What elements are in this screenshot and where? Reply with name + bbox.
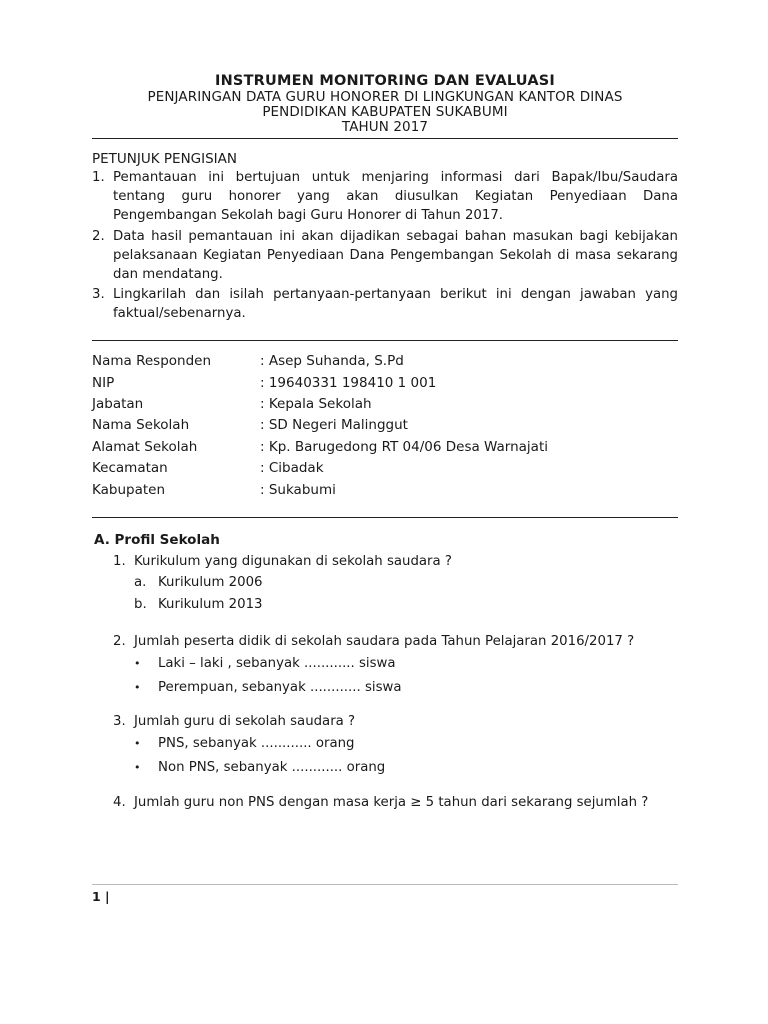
respondent-value: : SD Negeri Malinggut xyxy=(260,417,408,434)
header-divider xyxy=(92,138,678,139)
respondent-label: Nama Responden xyxy=(92,353,212,370)
respondent-row xyxy=(92,393,548,414)
bullet-icon: • xyxy=(134,681,141,695)
instruction-text: Data hasil pemantauan ini akan dijadikan sebagai bahan masukan bagi kebijakan pelaksanaan Kegiatan Penyediaan Dana Pengembangan Sekolah di masa sekarang dan mendatang. xyxy=(113,228,678,283)
respondent-label: Alamat Sekolah xyxy=(92,438,198,455)
respondent-label: NIP xyxy=(92,374,115,391)
question-4 xyxy=(92,793,678,812)
document-subtitle-line1: PENJARINGAN DATA GURU HONORER DI LINGKUNGAN KANTOR DINAS xyxy=(147,89,623,105)
page-number: 1 | xyxy=(92,889,110,904)
question-marker: 1. xyxy=(113,554,126,570)
instruction-text: Lingkarilah dan isilah pertanyaan-pertanyaan berikut ini dengan jawaban yang faktual/sebenarnya. xyxy=(113,287,678,322)
question-3 xyxy=(92,712,678,731)
respondent-label: Jabatan xyxy=(92,396,144,413)
question-3-bullet[interactable] xyxy=(92,732,678,756)
respondent-row xyxy=(92,372,548,393)
footer-divider xyxy=(92,884,678,885)
instruction-marker: 1. xyxy=(92,170,105,185)
respondent-label: Kabupaten xyxy=(92,481,166,498)
respondent-row xyxy=(92,436,548,457)
option-marker: a. xyxy=(134,574,147,590)
bullet-text: Perempuan, sebanyak ............ siswa xyxy=(158,680,402,696)
question-2-bullet[interactable] xyxy=(92,676,678,700)
instructions-divider xyxy=(92,340,678,341)
question-1-option-a[interactable] xyxy=(92,572,678,594)
question-marker: 3. xyxy=(113,714,126,730)
respondent-label: Nama Sekolah xyxy=(92,417,190,434)
respondent-row xyxy=(92,415,548,436)
respondent-value: : Sukabumi xyxy=(260,481,336,498)
respondent-divider xyxy=(92,517,678,518)
question-text: Jumlah peserta didik di sekolah saudara pada Tahun Pelajaran 2016/2017 ? xyxy=(134,633,635,649)
respondent-value: : 19640331 198410 1 001 xyxy=(260,374,437,391)
question-text: Jumlah guru di sekolah saudara ? xyxy=(134,714,356,730)
question-text: Kurikulum yang digunakan di sekolah saudara ? xyxy=(134,554,452,570)
section-a-heading: A. Profil Sekolah xyxy=(94,532,220,549)
respondent-table xyxy=(92,351,548,501)
bullet-icon: • xyxy=(134,657,141,671)
page-footer xyxy=(92,884,678,904)
instruction-marker: 2. xyxy=(92,228,105,244)
document-subtitle-line2: PENDIDIKAN KABUPATEN SUKABUMI xyxy=(262,104,508,120)
question-text: Jumlah guru non PNS dengan masa kerja ≥ 5 tahun dari sekarang sejumlah ? xyxy=(134,794,649,810)
respondent-value: : Kepala Sekolah xyxy=(260,396,372,413)
question-2-bullet[interactable] xyxy=(92,652,678,676)
instruction-item xyxy=(92,285,678,323)
option-text: Kurikulum 2006 xyxy=(158,574,263,590)
question-marker: 2. xyxy=(113,633,126,649)
document-title: INSTRUMEN MONITORING DAN EVALUASI xyxy=(215,73,555,89)
respondent-row xyxy=(92,351,548,372)
respondent-row xyxy=(92,458,548,479)
respondent-label: Kecamatan xyxy=(92,460,168,477)
bullet-text: PNS, sebanyak ............ orang xyxy=(158,735,355,751)
question-3-bullet[interactable] xyxy=(92,756,678,780)
instructions-heading: PETUNJUK PENGISIAN xyxy=(92,151,237,167)
option-marker: b. xyxy=(134,596,147,612)
bullet-icon: • xyxy=(134,736,141,750)
instruction-item xyxy=(92,168,678,226)
respondent-value: : Asep Suhanda, S.Pd xyxy=(260,353,404,370)
question-2 xyxy=(92,632,678,651)
document-subtitle-line3: TAHUN 2017 xyxy=(341,119,429,135)
instruction-item xyxy=(92,227,678,285)
respondent-value: : Cibadak xyxy=(260,460,324,477)
instructions-list xyxy=(92,168,678,324)
question-1-option-b[interactable] xyxy=(92,594,678,616)
bullet-text: Laki – laki , sebanyak ............ siswa xyxy=(158,656,396,672)
instruction-text: Pemantauan ini bertujuan untuk menjaring informasi dari Bapak/Ibu/Saudara tentang guru honorer yang akan diusulkan Kegiatan Penyediaan Dana Pengembangan Sekolah bagi Guru Honorer di Tahun 2017. xyxy=(113,170,678,224)
question-marker: 4. xyxy=(113,794,126,810)
respondent-value: : Kp. Barugedong RT 04/06 Desa Warnajati xyxy=(260,438,549,455)
instruction-marker: 3. xyxy=(92,287,105,303)
respondent-row xyxy=(92,479,548,500)
question-1 xyxy=(92,552,678,571)
document-page xyxy=(92,70,678,812)
option-text: Kurikulum 2013 xyxy=(158,596,263,612)
bullet-icon: • xyxy=(134,760,141,774)
bullet-text: Non PNS, sebanyak ............ orang xyxy=(158,759,386,775)
